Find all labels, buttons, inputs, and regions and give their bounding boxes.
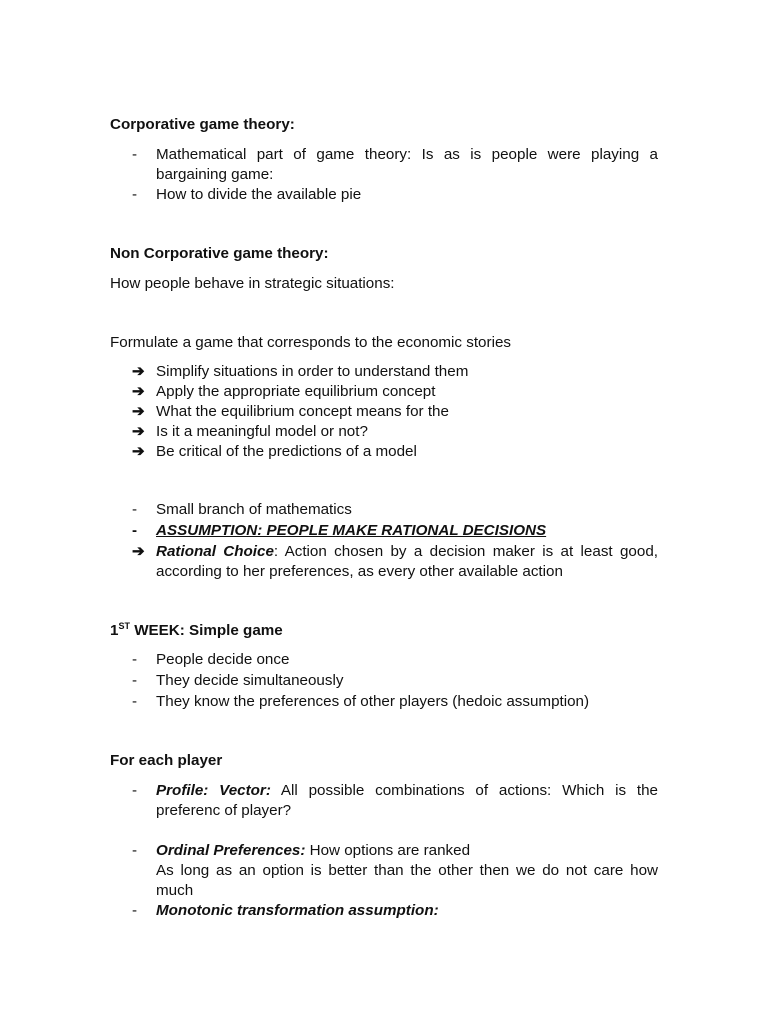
list-item-text: People decide once: [156, 651, 290, 668]
cooperative-list: [110, 145, 658, 205]
arrow-item-text: Apply the appropriate equilibrium concept: [156, 383, 436, 400]
arrow-item-text: What the equilibrium concept means for the: [156, 403, 449, 420]
arrow-icon: ➔: [132, 443, 145, 460]
dash-marker: -: [132, 842, 138, 859]
branch-list: [110, 500, 658, 582]
week1-heading: [110, 621, 658, 641]
dash-marker: -: [132, 782, 138, 799]
dash-marker: -: [132, 651, 138, 668]
formulate-line: Formulate a game that corresponds to the economic stories: [110, 334, 511, 351]
arrow-item: [110, 542, 658, 582]
arrow-icon: ➔: [132, 383, 145, 400]
noncooperative-line: How people behave in strategic situations:: [110, 275, 395, 292]
dash-marker: -: [132, 522, 138, 539]
dash-marker: -: [132, 501, 138, 518]
list-item-text: Small branch of mathematics: [156, 501, 352, 518]
rational-choice-term: Rational Choice: [156, 543, 274, 560]
list-item: [110, 185, 658, 205]
week1-heading-number: 1: [110, 622, 119, 639]
dash-marker: -: [132, 693, 138, 710]
list-item: [110, 145, 658, 185]
dash-marker: -: [132, 146, 138, 163]
arrow-icon: ➔: [132, 423, 145, 440]
week1-heading-suffix: ST: [118, 621, 130, 631]
list-item: [110, 521, 658, 541]
arrow-item: [110, 362, 658, 382]
ordinal-line2: As long as an option is better than the other then we do not care how much: [156, 862, 658, 899]
each-player-heading: For each player: [110, 752, 223, 769]
list-item: [110, 671, 658, 691]
each-player-list: [110, 781, 658, 921]
dash-marker: -: [132, 902, 138, 919]
dash-marker: -: [132, 186, 138, 203]
list-item-text: They decide simultaneously: [156, 672, 344, 689]
ordinal-text: How options are ranked: [305, 842, 471, 859]
week1-list: [110, 650, 658, 712]
list-item: [110, 692, 658, 712]
arrow-item: [110, 402, 658, 422]
rational-choice-text: : Action chosen by a decision maker is at least good, according to her preferences, as every other available action: [156, 543, 658, 580]
formulate-arrow-list: [110, 362, 658, 462]
arrow-icon: ➔: [132, 363, 145, 380]
list-item: [110, 500, 658, 520]
list-item-text: They know the preferences of other players (hedoic assumption): [156, 693, 590, 710]
monotonic-term: Monotonic transformation assumption:: [156, 902, 439, 919]
noncooperative-heading: Non Corporative game theory:: [110, 245, 329, 262]
cooperative-heading: Corporative game theory:: [110, 116, 295, 133]
assumption-text: ASSUMPTION: PEOPLE MAKE RATIONAL DECISIONS: [156, 522, 547, 539]
week1-heading-text: WEEK: Simple game: [129, 622, 283, 639]
list-item: [110, 781, 658, 821]
list-item: [110, 901, 658, 921]
arrow-icon: ➔: [132, 403, 145, 420]
profile-text: All possible combinations of actions: Which is the preferenc of player?: [156, 782, 658, 819]
arrow-item: [110, 442, 658, 462]
list-item-text: How to divide the available pie: [156, 186, 362, 203]
arrow-icon: ➔: [132, 543, 145, 560]
arrow-item: [110, 422, 658, 442]
arrow-item-text: Simplify situations in order to understand them: [156, 363, 469, 380]
list-item-text: Mathematical part of game theory: Is as is people were playing a bargaining game:: [156, 146, 658, 183]
dash-marker: -: [132, 672, 138, 689]
list-item: [110, 841, 658, 901]
arrow-item-text: Is it a meaningful model or not?: [156, 423, 368, 440]
profile-term: Profile: Vector:: [156, 782, 271, 799]
arrow-item: [110, 382, 658, 402]
list-item: [110, 650, 658, 670]
arrow-item-text: Be critical of the predictions of a model: [156, 443, 417, 460]
ordinal-term: Ordinal Preferences:: [156, 842, 306, 859]
